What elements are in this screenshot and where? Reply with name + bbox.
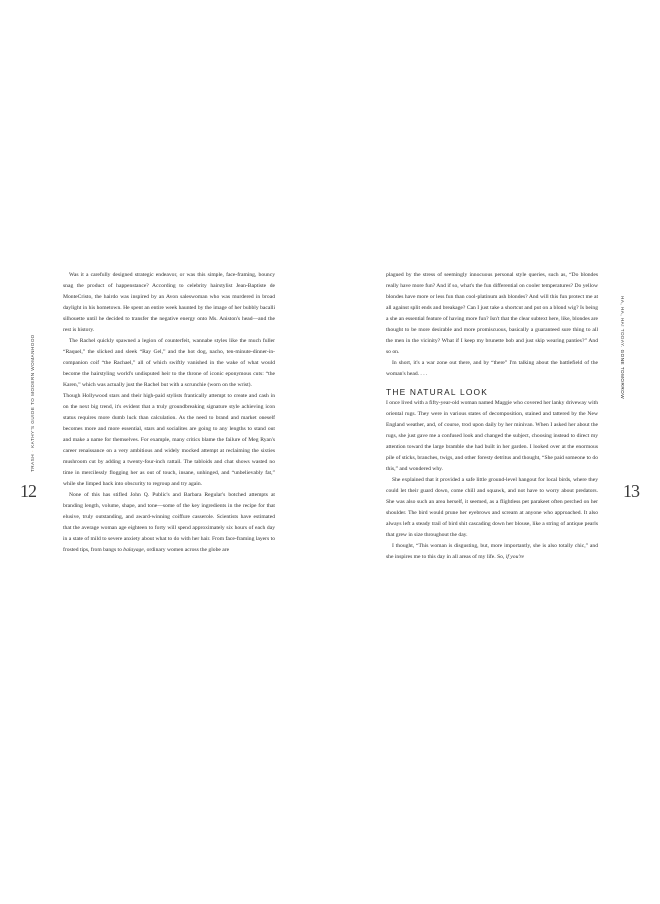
paragraph: Though Hollywood stars and their high-paid stylists frantically attempt to create and cash in on the next big trend, it's evident that a truly groundbreaking signature style achieving icon status requires more dumb luck than calculation. As the need to brand and market oneself becomes more and more essential, stars and socialites are going to any lengths to stand out and make a name for themselves. For example, many critics blame the failure of Meg Ryan's career renaissance on a very ambitious and widely mocked attempt at reclaiming the sixties mushroom cut by adding a twenty-four-inch rattail. The tabloids and chat shows wasted no time in mercilessly flogging her as out of touch, insane, unhinged, and “unbelievably fat,” while she limped back into obscurity to regroup and try again. (63, 393, 275, 487)
paragraph (386, 475, 598, 541)
running-head-separator: · (30, 449, 35, 452)
page-number-left: 12 (20, 481, 36, 501)
right-text-column (386, 270, 598, 563)
paragraph-text: , ordinary women across the globe are (143, 547, 230, 553)
paragraph: The Rachel quickly spawned a legion of counterfeit, wannabe styles like the much fuller “Raquel,” the slicked and sleek “Ray Gel,” and the hot dog, nacho, ten-minute-dinner-in-companion coif “the Rachael,” all of which swiftly vanished in the wake of what would become the hairstyling world's undisputed heir to the throne of iconic eponymous cuts: “the Karen,” which was actually just the Rachel but with a scrunchie (worn on the wrist). (63, 338, 275, 388)
paragraph-text: None of this has stifled John Q. Public's and Barbara Regular's botched attempts at branding length, volume, shape, and tone—some of the key ingredients in the recipe for that elusive, truly outstanding, and award-winning coiffure casserole. Scientists have estimated that the average woman age eighteen to forty will spend approximately six hours of each day in a state of mild to severe anxiety about what to do with her hair. From face-framing layers to frosted tips, from bangs to (63, 492, 275, 553)
paragraph-text: I thought, “This woman is disgusting, but, more importantly, she is also totally chic,” and she inspires me to this day in all areas of my life. So, (386, 543, 598, 560)
section-heading: THE NATURAL LOOK (386, 387, 489, 397)
paragraph (63, 490, 275, 556)
running-head-chapter-sub: GONE TOMORROW (620, 349, 625, 400)
italic-term: balayage (123, 547, 144, 553)
paragraph-text: I once lived with a fifty-year-old woman named Maggie who covered her lanky driveway with oriental rugs. They were in various states of decomposition, stained and tattered by the New England weather, and, of course, trod upon daily by her minivan. When I asked her about the rugs, she just gave me a confused look and changed the subject, choosing instead to direct my attention toward the large bramble she had built in her garden. I looked over at the enormous pile of sticks, branches, twigs, and other foresty detritus and thought, “She paid someone to do this,” and wondered why. (386, 400, 598, 472)
paragraph: plagued by the stress of seemingly innocuous personal style queries, such as, “Do blondes really have more fun? And if so, what's the fun differential on cooler temperatures? Do yellow blondes have more or less fun than cool-platinum ash blondes? And will this fun protect me at all against split ends and breakage? Can I just take a shortcut and put on a blond wig? Is being a she an essential feature of having more fun? Isn't that the clear subtext here, like, blondes are thought to be more desirable and more promiscuous, basically a guaranteed sure thing to all the men in the vicinity? What if I keep my brunette bob and just skip wearing panties?” And so on. (386, 272, 598, 355)
left-text-column (63, 270, 275, 556)
running-head-subtitle: KATHY'S GUIDE TO MODERN WOMANHOOD (30, 334, 35, 448)
paragraph: In short, it's a war zone out there, and by “there” I'm talking about the battlefield of the woman's head. . . . (386, 360, 598, 377)
running-head-chapter: HA, HA, HA! TODAY. (620, 296, 625, 348)
running-head-left (30, 334, 35, 472)
paragraph (386, 398, 598, 475)
right-page (330, 0, 660, 904)
paragraph-text: She explained that it provided a safe little ground-level hangout for local birds, where they could let their guard down, come chill and squawk, and not have to worry about predators. She was also such an area herself, it seemed, as a flightless pet parakeet often perched on her shoulder. The bird would prune her eyebrows and scream at anyone who approached. It also always left a steady trail of bird shit cascading down her blouse, like a string of antique pearls that grew in size throughout the day. (386, 477, 598, 538)
italic-text: if you're (505, 554, 525, 560)
paragraph (386, 541, 598, 563)
running-head-right (620, 296, 625, 399)
page-number-right: 13 (623, 481, 639, 501)
running-head-book-title: TRASH (30, 453, 35, 472)
paragraph: Was it a carefully designed strategic endeavor, or was this simple, face-framing, bouncy snag the product of happenstance? According to celebrity hairstylist Jean-Baptiste de MonteCristo, the hairdo was inspired by an Avon saleswoman who was murdered in broad daylight in his hometown. He spent an entire week haunted by the image of her bubbly bacalli silhouette until he decided to transfer the negative energy onto Ms. Aniston's head—and the rest is history. (63, 272, 275, 333)
